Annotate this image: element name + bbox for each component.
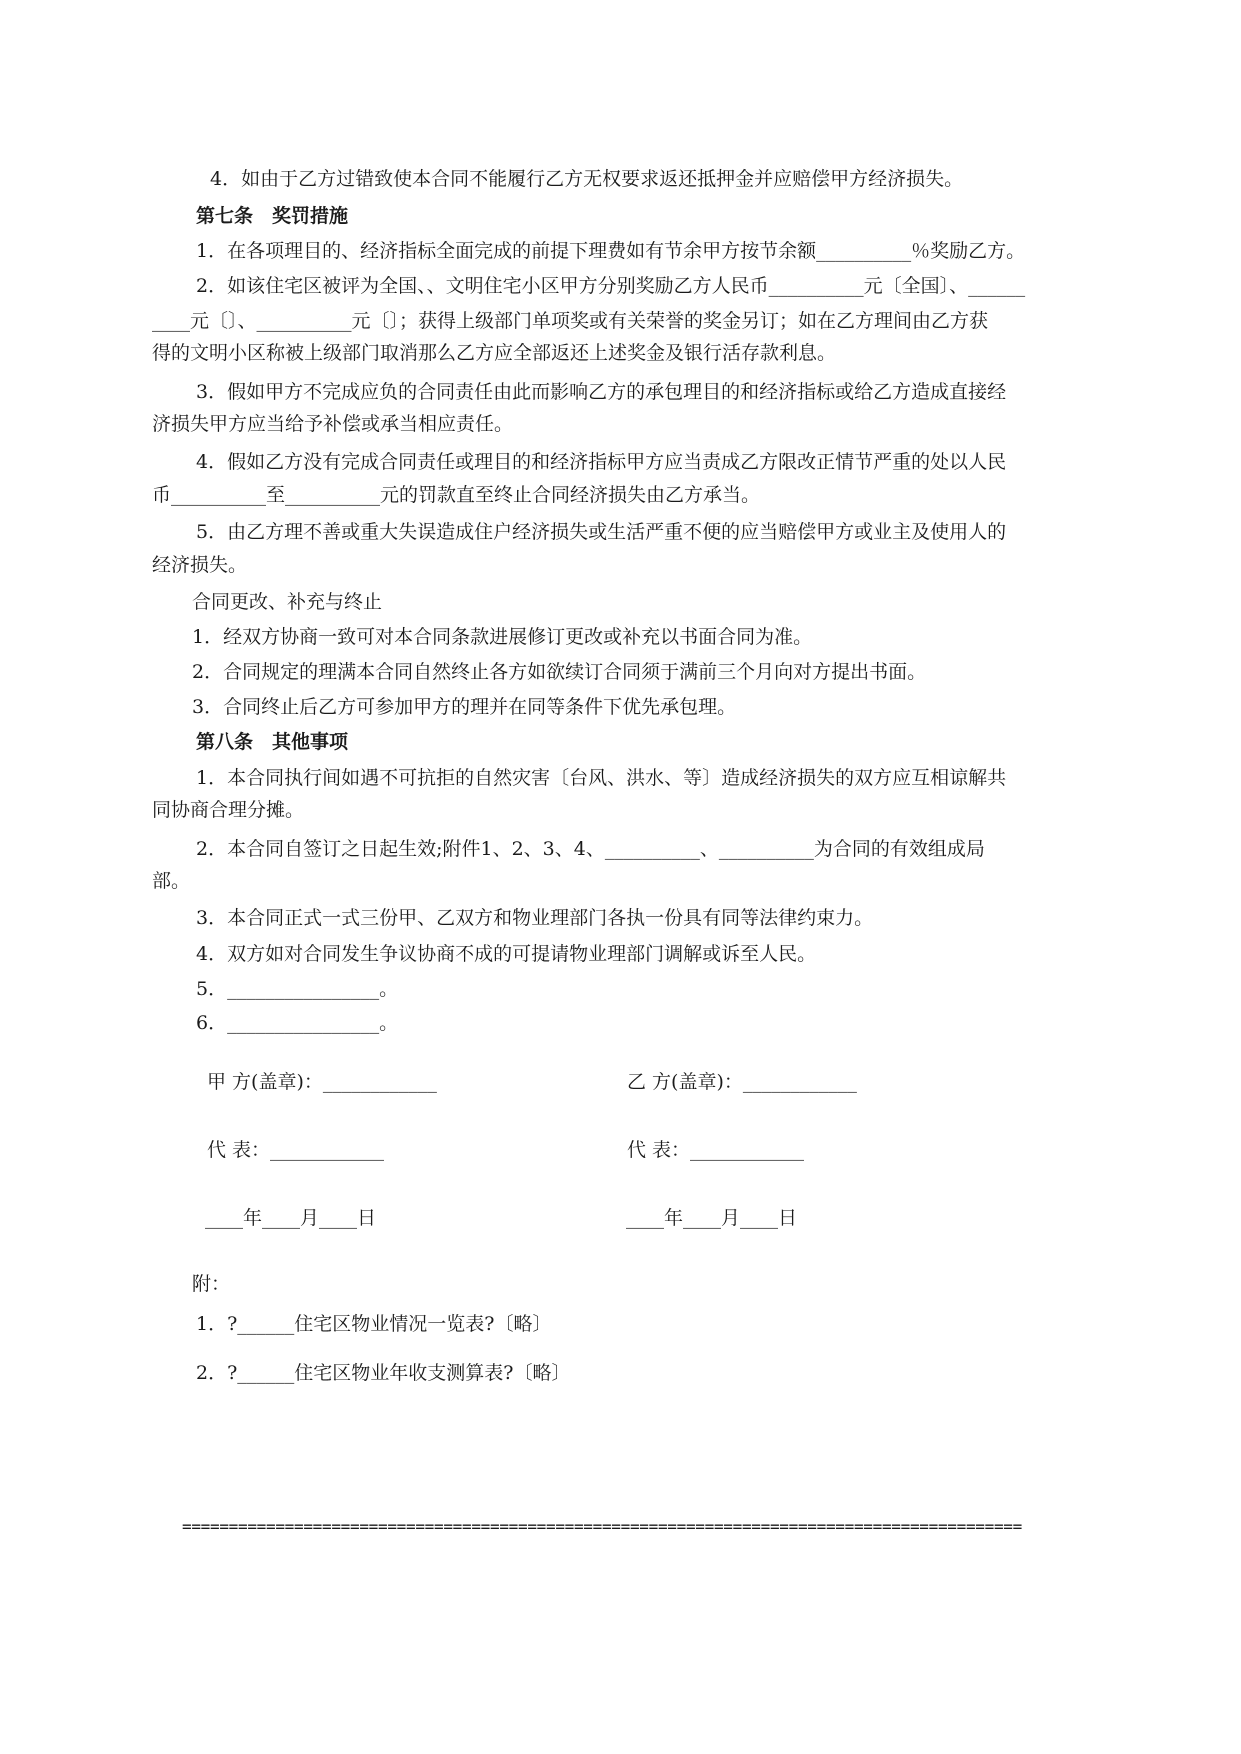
clause-7-item-5-line-2: 经济损失。 (152, 554, 248, 576)
clause-8-item-2-line-1: 2．本合同自签订之日起生效;附件1、2、3、4、__________、__________为合同的有效组成局 (196, 838, 985, 860)
amendment-item-3: 3．合同终止后乙方可参加甲方的理并在同等条件下优先承包理。 (192, 696, 737, 718)
party-b-seal-line: 乙 方(盖章)：____________ (627, 1071, 857, 1093)
party-a-seal-line: 甲 方(盖章)：____________ (207, 1071, 437, 1093)
appendix-item-2: 2．?______住宅区物业年收支测算表?〔略〕 (196, 1362, 571, 1384)
party-b-representative-line: 代 表：____________ (627, 1139, 805, 1161)
separator-rule: ========================================================================================== (182, 1517, 1022, 1536)
clause-7-item-2-line-3: 得的文明小区称被上级部门取消那么乙方应全部返还上述奖金及银行活存款利息。 (152, 342, 837, 364)
amendment-item-1: 1．经双方协商一致可对本合同条款进展修订更改或补充以书面合同为准。 (192, 626, 813, 648)
article-7-heading: 第七条 奖罚措施 (196, 205, 349, 227)
clause-7-item-4-line-1: 4．假如乙方没有完成合同责任或理目的和经济指标甲方应当责成乙方限改正情节严重的处以人民 (196, 451, 1007, 473)
clause-7-item-3-line-1: 3．假如甲方不完成应负的合同责任由此而影响乙方的承包理目的和经济指标或给乙方造成直接经 (196, 381, 1007, 403)
amendment-heading: 合同更改、补充与终止 (192, 591, 383, 613)
clause-8-item-2-line-2: 部。 (152, 870, 191, 892)
clause-8-item-1-line-1: 1．本合同执行间如遇不可抗拒的自然灾害〔台风、洪水、等〕造成经济损失的双方应互相谅解共 (196, 767, 1007, 789)
clause-8-item-5: 5．________________。 (196, 978, 399, 1000)
clause-8-item-6: 6．________________。 (196, 1012, 399, 1034)
clause-8-item-4: 4．双方如对合同发生争议协商不成的可提请物业理部门调解或诉至人民。 (196, 943, 817, 965)
clause-7-item-3-line-2: 济损失甲方应当给予补偿或承当相应责任。 (152, 413, 514, 435)
clause-6-item-4: 4．如由于乙方过错致使本合同不能履行乙方无权要求返还抵押金并应赔偿甲方经济损失。 (210, 168, 964, 190)
clause-7-item-2-line-2: ____元〔〕、__________元〔〕；获得上级部门单项奖或有关荣誉的奖金另订；如在乙方理间由乙方获 (152, 310, 989, 332)
appendix-item-1: 1．?______住宅区物业情况一览表?〔略〕 (196, 1313, 552, 1335)
clause-7-item-4-line-2: 币__________至__________元的罚款直至终止合同经济损失由乙方承当。 (152, 484, 761, 506)
appendix-title: 附： (192, 1273, 231, 1295)
clause-8-item-1-line-2: 同协商合理分摊。 (152, 799, 305, 821)
clause-8-item-3: 3．本合同正式一式三份甲、乙双方和物业理部门各执一份具有同等法律约束力。 (196, 907, 874, 929)
party-a-date-line: ____年____月____日 (205, 1207, 377, 1229)
party-b-date-line: ____年____月____日 (626, 1207, 798, 1229)
article-8-heading: 第八条 其他事项 (196, 731, 349, 753)
party-a-representative-line: 代 表：____________ (207, 1139, 385, 1161)
clause-7-item-5-line-1: 5．由乙方理不善或重大失误造成住户经济损失或生活严重不便的应当赔偿甲方或业主及使用人的 (196, 521, 1007, 543)
clause-7-item-1: 1．在各项理目的、经济指标全面完成的前提下理费如有节余甲方按节余额__________％奖励乙方。 (196, 240, 1026, 262)
clause-7-item-2-line-1: 2．如该住宅区被评为全国、、文明住宅小区甲方分别奖励乙方人民币__________元〔全国〕、______ (196, 275, 1026, 297)
amendment-item-2: 2．合同规定的理满本合同自然终止各方如欲续订合同须于满前三个月向对方提出书面。 (192, 661, 927, 683)
